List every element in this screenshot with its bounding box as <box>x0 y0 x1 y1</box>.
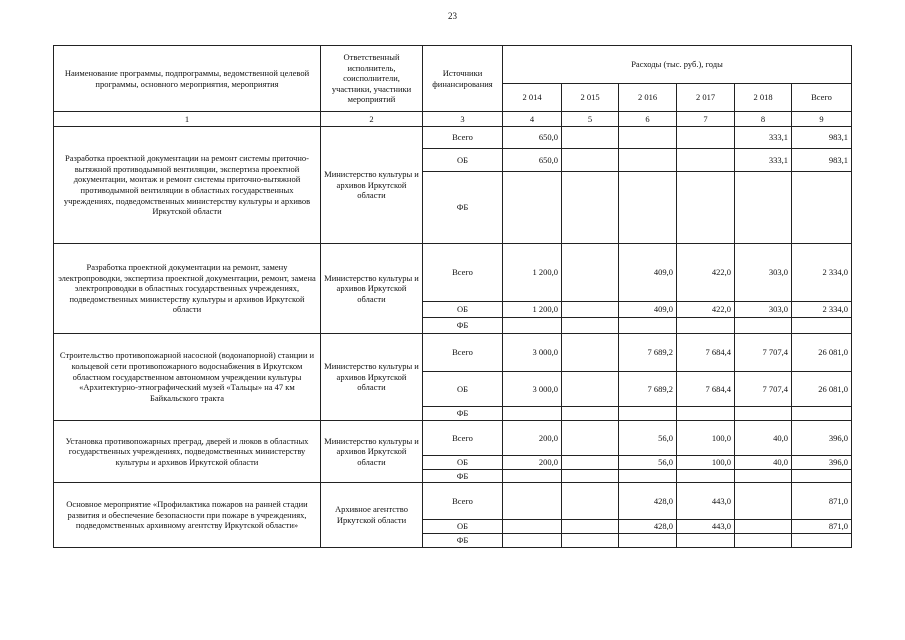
amount-cell <box>619 172 677 244</box>
header-name: Наименование программы, подпрограммы, ведомственной целевой программы, основного мероприятия, мероприятия <box>54 46 321 112</box>
amount-cell: 871,0 <box>792 483 852 520</box>
amount-cell: 333,1 <box>735 127 792 149</box>
source-fb: ФБ <box>423 407 503 421</box>
amount-cell <box>562 334 619 372</box>
amount-cell <box>503 533 562 547</box>
year-header: 2 015 <box>562 84 619 112</box>
amount-cell <box>792 318 852 334</box>
year-header: 2 018 <box>735 84 792 112</box>
table-row <box>54 244 852 302</box>
amount-cell: 396,0 <box>792 456 852 470</box>
amount-cell <box>619 127 677 149</box>
amount-cell <box>735 483 792 520</box>
source-fb: ФБ <box>423 469 503 483</box>
amount-cell: 2 334,0 <box>792 302 852 318</box>
amount-cell <box>792 172 852 244</box>
source-ob: ОБ <box>423 302 503 318</box>
amount-cell <box>735 520 792 534</box>
amount-cell <box>503 469 562 483</box>
amount-cell: 1 200,0 <box>503 302 562 318</box>
amount-cell <box>562 372 619 407</box>
amount-cell: 56,0 <box>619 421 677 456</box>
amount-cell <box>792 407 852 421</box>
amount-cell <box>735 469 792 483</box>
source-ob: ОБ <box>423 372 503 407</box>
column-number: 1 <box>54 112 321 127</box>
amount-cell: 2 334,0 <box>792 244 852 302</box>
table-row <box>54 483 852 520</box>
column-number: 7 <box>677 112 735 127</box>
amount-cell <box>677 127 735 149</box>
amount-cell: 7 707,4 <box>735 372 792 407</box>
amount-cell <box>677 533 735 547</box>
amount-cell <box>735 172 792 244</box>
total-header: Всего <box>792 84 852 112</box>
amount-cell: 7 684,4 <box>677 334 735 372</box>
responsible-executor: Министерство культуры и архивов Иркутской области <box>321 334 423 421</box>
amount-cell: 7 689,2 <box>619 334 677 372</box>
column-number: 2 <box>321 112 423 127</box>
amount-cell: 428,0 <box>619 520 677 534</box>
amount-cell: 7 684,4 <box>677 372 735 407</box>
column-number: 9 <box>792 112 852 127</box>
amount-cell: 56,0 <box>619 456 677 470</box>
amount-cell <box>562 318 619 334</box>
amount-cell: 26 081,0 <box>792 334 852 372</box>
amount-cell <box>677 407 735 421</box>
amount-cell: 443,0 <box>677 520 735 534</box>
column-number: 3 <box>423 112 503 127</box>
amount-cell <box>562 520 619 534</box>
amount-cell: 983,1 <box>792 149 852 172</box>
amount-cell <box>619 533 677 547</box>
amount-cell: 303,0 <box>735 302 792 318</box>
table-row <box>54 421 852 456</box>
amount-cell: 40,0 <box>735 421 792 456</box>
responsible-executor: Министерство культуры и архивов Иркутской области <box>321 244 423 334</box>
table-row <box>54 127 852 149</box>
amount-cell <box>562 244 619 302</box>
amount-cell: 422,0 <box>677 244 735 302</box>
amount-cell <box>562 407 619 421</box>
amount-cell: 26 081,0 <box>792 372 852 407</box>
column-number: 5 <box>562 112 619 127</box>
amount-cell <box>677 318 735 334</box>
amount-cell: 333,1 <box>735 149 792 172</box>
column-number: 6 <box>619 112 677 127</box>
year-header: 2 016 <box>619 84 677 112</box>
source-fb: ФБ <box>423 533 503 547</box>
amount-cell <box>562 127 619 149</box>
activity-name: Основное мероприятие «Профилактика пожаров на ранней стадии развития и обеспечение безопасности при пожаре в учреждениях, подведомственных архивному агентству Иркутской области» <box>54 483 321 547</box>
table-row <box>54 334 852 372</box>
column-number: 8 <box>735 112 792 127</box>
activity-name: Установка противопожарных преград, дверей и люков в областных государственных учреждениях, подведомственных министерству культуры и архивов Иркутской области <box>54 421 321 483</box>
amount-cell <box>562 483 619 520</box>
amount-cell <box>562 302 619 318</box>
amount-cell: 422,0 <box>677 302 735 318</box>
amount-cell <box>562 149 619 172</box>
header-expenses: Расходы (тыс. руб.), годы <box>503 46 852 84</box>
responsible-executor: Министерство культуры и архивов Иркутской области <box>321 421 423 483</box>
expenses-table <box>53 45 852 548</box>
header-responsible: Ответственный исполнитель, соисполнители, участники, участники мероприятий <box>321 46 423 112</box>
amount-cell <box>792 469 852 483</box>
amount-cell <box>735 318 792 334</box>
header-sources: Источники финансирования <box>423 46 503 112</box>
amount-cell: 3 000,0 <box>503 372 562 407</box>
amount-cell <box>503 520 562 534</box>
source-fb: ФБ <box>423 172 503 244</box>
amount-cell: 396,0 <box>792 421 852 456</box>
column-number: 4 <box>503 112 562 127</box>
amount-cell: 200,0 <box>503 421 562 456</box>
amount-cell: 983,1 <box>792 127 852 149</box>
amount-cell <box>677 149 735 172</box>
activity-name: Строительство противопожарной насосной (водонапорной) станции и кольцевой сети противопожарного водоснабжения в Иркутском областном государственном автономном учреждении культуры «Архитектурно-этнографический музей «Тальцы» на 47 км Байкальского тракта <box>54 334 321 421</box>
source-total: Всего <box>423 483 503 520</box>
amount-cell: 7 689,2 <box>619 372 677 407</box>
amount-cell <box>503 172 562 244</box>
amount-cell: 40,0 <box>735 456 792 470</box>
source-total: Всего <box>423 244 503 302</box>
amount-cell <box>503 483 562 520</box>
responsible-executor: Архивное агентство Иркутской области <box>321 483 423 547</box>
amount-cell: 100,0 <box>677 421 735 456</box>
amount-cell: 7 707,4 <box>735 334 792 372</box>
activity-name: Разработка проектной документации на ремонт системы приточно-вытяжной противодымной вентиляции, экспертиза проектной документации, монтаж и ремонт системы приточно-вытяжной противодымной вентиляции в областных государственных учреждениях, подведомственных министерству культуры и архивов Иркутской области <box>54 127 321 244</box>
amount-cell <box>735 533 792 547</box>
amount-cell <box>619 149 677 172</box>
amount-cell <box>562 421 619 456</box>
source-total: Всего <box>423 421 503 456</box>
amount-cell: 200,0 <box>503 456 562 470</box>
activity-name: Разработка проектной документации на ремонт, замену электропроводки, экспертиза проектной документации, ремонт, замена электропроводки в областных государственных учреждениях, подведомственных министерству культуры и архивов Иркутской области <box>54 244 321 334</box>
amount-cell: 303,0 <box>735 244 792 302</box>
amount-cell <box>503 318 562 334</box>
responsible-executor: Министерство культуры и архивов Иркутской области <box>321 127 423 244</box>
source-total: Всего <box>423 127 503 149</box>
amount-cell <box>619 469 677 483</box>
source-fb: ФБ <box>423 318 503 334</box>
amount-cell: 409,0 <box>619 302 677 318</box>
amount-cell: 409,0 <box>619 244 677 302</box>
amount-cell <box>619 407 677 421</box>
page-number: 23 <box>448 11 457 21</box>
amount-cell: 650,0 <box>503 127 562 149</box>
amount-cell <box>562 456 619 470</box>
source-ob: ОБ <box>423 456 503 470</box>
year-header: 2 014 <box>503 84 562 112</box>
amount-cell <box>677 172 735 244</box>
amount-cell <box>562 469 619 483</box>
year-header: 2 017 <box>677 84 735 112</box>
amount-cell <box>562 533 619 547</box>
amount-cell <box>735 407 792 421</box>
amount-cell: 1 200,0 <box>503 244 562 302</box>
source-total: Всего <box>423 334 503 372</box>
amount-cell: 650,0 <box>503 149 562 172</box>
amount-cell <box>562 172 619 244</box>
amount-cell: 443,0 <box>677 483 735 520</box>
amount-cell: 3 000,0 <box>503 334 562 372</box>
amount-cell: 100,0 <box>677 456 735 470</box>
amount-cell <box>792 533 852 547</box>
amount-cell <box>677 469 735 483</box>
amount-cell <box>619 318 677 334</box>
source-ob: ОБ <box>423 149 503 172</box>
amount-cell: 428,0 <box>619 483 677 520</box>
amount-cell <box>503 407 562 421</box>
source-ob: ОБ <box>423 520 503 534</box>
amount-cell: 871,0 <box>792 520 852 534</box>
